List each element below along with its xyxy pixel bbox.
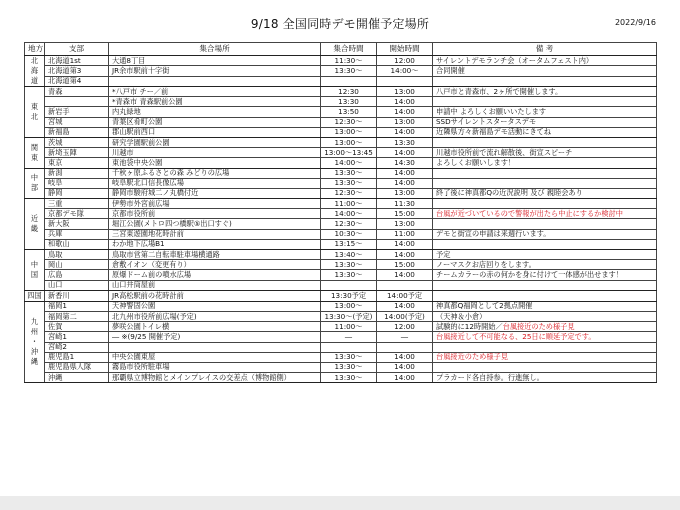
- region-cell: [25, 301, 45, 383]
- branch-cell: 岐阜: [45, 178, 109, 188]
- start-time-cell: 15:00: [377, 209, 433, 219]
- notes-warning-text: 台風接近のため様子見: [502, 321, 575, 331]
- gather-time-cell: 13:00～13:45: [321, 148, 377, 158]
- table-row: [25, 239, 657, 249]
- notes-cell: よろしくお願いします！: [433, 158, 657, 168]
- start-time-cell: 14:00～: [377, 66, 433, 76]
- region-label-char: 縄: [30, 357, 39, 366]
- region-label-char: 九: [30, 317, 39, 326]
- place-cell: [109, 76, 321, 86]
- table-row: [25, 270, 657, 280]
- place-cell: [109, 342, 321, 352]
- notes-cell: ノーマスクお店回りをします。: [433, 260, 657, 270]
- place-cell: JR高松駅前の花時計前: [109, 290, 321, 301]
- start-time-cell: 14:00: [377, 250, 433, 260]
- place-cell: 岐阜駅北口信長像広場: [109, 178, 321, 188]
- place-cell: 山口井筒屋前: [109, 280, 321, 290]
- notes-cell: [433, 97, 657, 107]
- branch-cell: 茨城: [45, 137, 109, 147]
- gather-time-cell: 11:00～: [321, 322, 377, 332]
- branch-cell: 和歌山: [45, 239, 109, 249]
- table-row: [25, 352, 657, 362]
- branch-cell: 新香川: [45, 290, 109, 301]
- table-row: [25, 117, 657, 127]
- place-cell: 青葉区肴町公園: [109, 117, 321, 127]
- branch-cell: 広島: [45, 270, 109, 280]
- branch-cell: 新福島: [45, 127, 109, 137]
- place-cell: 三宮東遊園地花時計前: [109, 229, 321, 239]
- gather-time-cell: 11:00～: [321, 199, 377, 209]
- header-start-time: 開始時間: [377, 43, 433, 56]
- notes-text: 試験的に12時開始／: [436, 321, 503, 331]
- place-cell: 千秋ヶ原ふるさとの森 みどりの広場: [109, 168, 321, 178]
- start-time-cell: 14:00: [377, 362, 433, 372]
- branch-cell: [45, 97, 109, 107]
- region-cell: [25, 250, 45, 291]
- table-row: [25, 362, 657, 372]
- gather-time-cell: 13:40～: [321, 250, 377, 260]
- gather-time-cell: 13:30: [321, 97, 377, 107]
- gather-time-cell: 12:30～: [321, 117, 377, 127]
- table-row: [25, 219, 657, 229]
- branch-cell: 北海道第3: [45, 66, 109, 76]
- notes-cell: 台風接近して不可能なる、25日に順延予定です。: [433, 332, 657, 342]
- branch-cell: 福岡1: [45, 301, 109, 311]
- branch-cell: 三重: [45, 199, 109, 209]
- gather-time-cell: ―: [321, 332, 377, 342]
- gather-time-cell: 13:50: [321, 107, 377, 117]
- region-label-char: 四国: [27, 290, 42, 300]
- gather-time-cell: 13:30～: [321, 260, 377, 270]
- gather-time-cell: 13:30予定: [321, 290, 377, 301]
- place-cell: 研究学園駅前公園: [109, 137, 321, 147]
- notes-cell: [433, 342, 657, 352]
- notes-cell: 神真都Q福岡として2拠点開催: [433, 301, 657, 311]
- region-label-char: 関: [30, 142, 39, 152]
- region-cell: [25, 168, 45, 199]
- branch-cell: 沖縄: [45, 373, 109, 383]
- table-row: [25, 260, 657, 270]
- branch-cell: 新潟: [45, 168, 109, 178]
- region-label-char: ・: [30, 337, 39, 346]
- branch-cell: 兵庫: [45, 229, 109, 239]
- notes-cell: サイレントデモランチ会（オータムフェスト内）: [433, 56, 657, 66]
- place-cell: 郡山駅前西口: [109, 127, 321, 137]
- start-time-cell: 13:00: [377, 87, 433, 97]
- start-time-cell: 13:00: [377, 219, 433, 229]
- start-time-cell: 15:00: [377, 260, 433, 270]
- place-cell: 伊勢市外宮前広場: [109, 199, 321, 209]
- branch-cell: 鹿児島県人隊: [45, 362, 109, 372]
- header-region: 地方: [25, 43, 45, 56]
- notes-cell: （天神＆小倉）: [433, 311, 657, 321]
- header-notes: 備 考: [433, 43, 657, 56]
- table-row: [25, 301, 657, 311]
- branch-cell: 福岡第二: [45, 311, 109, 321]
- start-time-cell: 12:00: [377, 56, 433, 66]
- gather-time-cell: 13:30～: [321, 168, 377, 178]
- notes-cell: [433, 168, 657, 178]
- region-cell: [25, 87, 45, 138]
- place-cell: JR余市駅前十字街: [109, 66, 321, 76]
- notes-cell: [433, 178, 657, 188]
- place-cell: 夢咲公園トイレ横: [109, 322, 321, 332]
- notes-cell: [433, 137, 657, 147]
- place-cell: 内丸緑地: [109, 107, 321, 117]
- gather-time-cell: 10:30～: [321, 229, 377, 239]
- branch-cell: 山口: [45, 280, 109, 290]
- place-cell: 静岡市駿府城二ノ丸橋付近: [109, 188, 321, 198]
- table-row: [25, 178, 657, 188]
- gather-time-cell: [321, 76, 377, 86]
- table-row: [25, 158, 657, 168]
- notes-cell: プラカード各自持参。行進無し。: [433, 373, 657, 383]
- place-cell: 京都市役所前: [109, 209, 321, 219]
- table-row: [25, 148, 657, 158]
- region-cell: [25, 137, 45, 168]
- gather-time-cell: 13:15～: [321, 239, 377, 249]
- notes-cell: 川越市役所前で流れ解散後、街宣スピーチ: [433, 148, 657, 158]
- table-row: [25, 209, 657, 219]
- table-row: [25, 137, 657, 147]
- region-label-char: 東: [30, 101, 39, 111]
- gather-time-cell: 13:30～(予定): [321, 311, 377, 321]
- notes-cell: 予定: [433, 250, 657, 260]
- region-label-char: 北: [30, 56, 39, 65]
- region-cell: [25, 199, 45, 250]
- branch-cell: 宮崎2: [45, 342, 109, 352]
- notes-cell: [433, 322, 657, 332]
- document-title: 9/18 全国同時デモ開催予定場所: [250, 17, 430, 31]
- header-place: 集合場所: [109, 43, 321, 56]
- table-row: [25, 229, 657, 239]
- notes-cell: [433, 219, 657, 229]
- gather-time-cell: 13:30～: [321, 270, 377, 280]
- table-row: [25, 188, 657, 198]
- branch-cell: 佐賀: [45, 322, 109, 332]
- table-row: [25, 311, 657, 321]
- region-cell: [25, 290, 45, 301]
- branch-cell: 静岡: [45, 188, 109, 198]
- gather-time-cell: 12:30～: [321, 188, 377, 198]
- table-row: [25, 87, 657, 97]
- branch-cell: 宮城: [45, 117, 109, 127]
- gather-time-cell: 13:00～: [321, 301, 377, 311]
- start-time-cell: 14:00: [377, 107, 433, 117]
- gather-time-cell: 13:30～: [321, 352, 377, 362]
- region-cell: [25, 56, 45, 87]
- start-time-cell: 11:30: [377, 199, 433, 209]
- start-time-cell: 14:00: [377, 168, 433, 178]
- start-time-cell: 14:00: [377, 127, 433, 137]
- region-label-char: 州: [30, 327, 39, 336]
- notes-cell: 終了後に神真都Qの近況説明 及び 親睦会あり: [433, 188, 657, 198]
- place-cell: 大通8丁目: [109, 56, 321, 66]
- place-cell: *青森市 青森駅前公園: [109, 97, 321, 107]
- branch-cell: 北海道第4: [45, 76, 109, 86]
- start-time-cell: 13:00: [377, 117, 433, 127]
- branch-cell: 東京: [45, 158, 109, 168]
- gather-time-cell: 13:00～: [321, 127, 377, 137]
- header-gather-time: 集合時間: [321, 43, 377, 56]
- gather-time-cell: 13:30～: [321, 362, 377, 372]
- region-label-char: 海: [30, 66, 39, 75]
- notes-cell: 台風接近のため様子見: [433, 352, 657, 362]
- table-row: [25, 76, 657, 86]
- notes-cell: [433, 76, 657, 86]
- start-time-cell: 14:00: [377, 239, 433, 249]
- start-time-cell: 14:00: [377, 301, 433, 311]
- place-cell: 中央公園東屋: [109, 352, 321, 362]
- branch-cell: 岡山: [45, 260, 109, 270]
- table-row: [25, 97, 657, 107]
- region-label-char: 部: [30, 183, 39, 193]
- start-time-cell: 14:00予定: [377, 290, 433, 301]
- table-row: [25, 322, 657, 332]
- notes-cell: チームカラーの赤の何かを身に付けて一体感が出せます！: [433, 270, 657, 280]
- start-time-cell: 14:00: [377, 97, 433, 107]
- branch-cell: 新埼玉陣: [45, 148, 109, 158]
- region-label-char: 国: [30, 269, 39, 279]
- table-row: [25, 199, 657, 209]
- gather-time-cell: 13:30～: [321, 178, 377, 188]
- region-label-char: 中: [30, 259, 39, 269]
- place-cell: 原爆ドーム前の噴水広場: [109, 270, 321, 280]
- start-time-cell: 13:00: [377, 188, 433, 198]
- place-cell: わか地下広場B1: [109, 239, 321, 249]
- region-label-char: 中: [30, 173, 39, 183]
- region-label-char: 北: [30, 111, 39, 121]
- place-cell: 北九州市役所前広場(予定): [109, 311, 321, 321]
- table-row: [25, 342, 657, 352]
- place-cell: 川越市: [109, 148, 321, 158]
- notes-cell: [433, 199, 657, 209]
- start-time-cell: 14:30: [377, 158, 433, 168]
- notes-cell: [433, 239, 657, 249]
- gather-time-cell: 11:30～: [321, 56, 377, 66]
- place-cell: 倉敷イオン（変更有り）: [109, 260, 321, 270]
- start-time-cell: [377, 76, 433, 86]
- table-row: [25, 127, 657, 137]
- branch-cell: 宮崎1: [45, 332, 109, 342]
- gather-time-cell: 13:00～: [321, 137, 377, 147]
- header-branch: 支部: [45, 43, 109, 56]
- table-row: [25, 250, 657, 260]
- notes-cell: 合同開催: [433, 66, 657, 76]
- place-cell: 東池袋中央公園: [109, 158, 321, 168]
- place-cell: *八戸市 チー／前: [109, 87, 321, 97]
- table-row: [25, 56, 657, 66]
- start-time-cell: ―: [377, 332, 433, 342]
- table-row: [25, 66, 657, 76]
- place-cell: 天神警固公園: [109, 301, 321, 311]
- start-time-cell: 14:00: [377, 373, 433, 383]
- notes-cell: 八戸市と青森市、2ヶ所で開催します。: [433, 87, 657, 97]
- place-cell: 那覇県立博物館とメインプレイスの交差点（博物館側）: [109, 373, 321, 383]
- table-header-row: [25, 43, 657, 56]
- notes-cell: SSDサイレントスタータスデモ: [433, 117, 657, 127]
- branch-cell: 鳥取: [45, 250, 109, 260]
- region-label-char: 近: [30, 214, 39, 224]
- start-time-cell: 11:00: [377, 229, 433, 239]
- gather-time-cell: 14:00～: [321, 209, 377, 219]
- region-label-char: 道: [30, 76, 39, 85]
- table-row: [25, 107, 657, 117]
- branch-cell: 新大阪: [45, 219, 109, 229]
- gather-time-cell: 13:30～: [321, 66, 377, 76]
- table-row: [25, 168, 657, 178]
- table-row: [25, 280, 657, 290]
- notes-cell: 申請中 よろしくお願いいたします: [433, 107, 657, 117]
- document-date: 2022/9/16: [614, 18, 656, 27]
- branch-cell: 新岩手: [45, 107, 109, 117]
- start-time-cell: 14:00: [377, 352, 433, 362]
- notes-cell: デモと街宣の申請は来週行います。: [433, 229, 657, 239]
- branch-cell: 青森: [45, 87, 109, 97]
- start-time-cell: 14:00: [377, 148, 433, 158]
- notes-cell: [433, 290, 657, 301]
- place-cell: 堀江公園(メトロ四つ橋駅⑤出口すぐ): [109, 219, 321, 229]
- notes-cell: 台風が近づいているので警報が出たら中止にするか検討中: [433, 209, 657, 219]
- table-body: [25, 56, 657, 383]
- region-label-char: 沖: [30, 347, 39, 356]
- gather-time-cell: [321, 342, 377, 352]
- start-time-cell: 14:00(予定): [377, 311, 433, 321]
- demo-schedule-table: [24, 42, 657, 383]
- region-label-char: 畿: [30, 224, 39, 234]
- gather-time-cell: 14:00～: [321, 158, 377, 168]
- gather-time-cell: [321, 280, 377, 290]
- branch-cell: 鹿児島1: [45, 352, 109, 362]
- place-cell: 鳥取市営第二自転車駐車場横通路: [109, 250, 321, 260]
- branch-cell: 北海道1st: [45, 56, 109, 66]
- start-time-cell: 14:00: [377, 178, 433, 188]
- notes-cell: [433, 362, 657, 372]
- notes-cell: [433, 280, 657, 290]
- gather-time-cell: 12:30: [321, 87, 377, 97]
- table-row: [25, 332, 657, 342]
- gather-time-cell: 12:30～: [321, 219, 377, 229]
- start-time-cell: [377, 280, 433, 290]
- gather-time-cell: 13:30～: [321, 373, 377, 383]
- start-time-cell: 12:00: [377, 322, 433, 332]
- place-cell: ― ※(9/25 開催予定): [109, 332, 321, 342]
- start-time-cell: [377, 342, 433, 352]
- start-time-cell: 13:30: [377, 137, 433, 147]
- table-row: [25, 373, 657, 383]
- place-cell: 霧島市役所駐車場: [109, 362, 321, 372]
- table-row: [25, 290, 657, 301]
- notes-cell: 近隣県方々新福島デモ活動にきてね: [433, 127, 657, 137]
- region-label-char: 東: [30, 152, 39, 162]
- start-time-cell: 14:00: [377, 270, 433, 280]
- branch-cell: 京都デモ隊: [45, 209, 109, 219]
